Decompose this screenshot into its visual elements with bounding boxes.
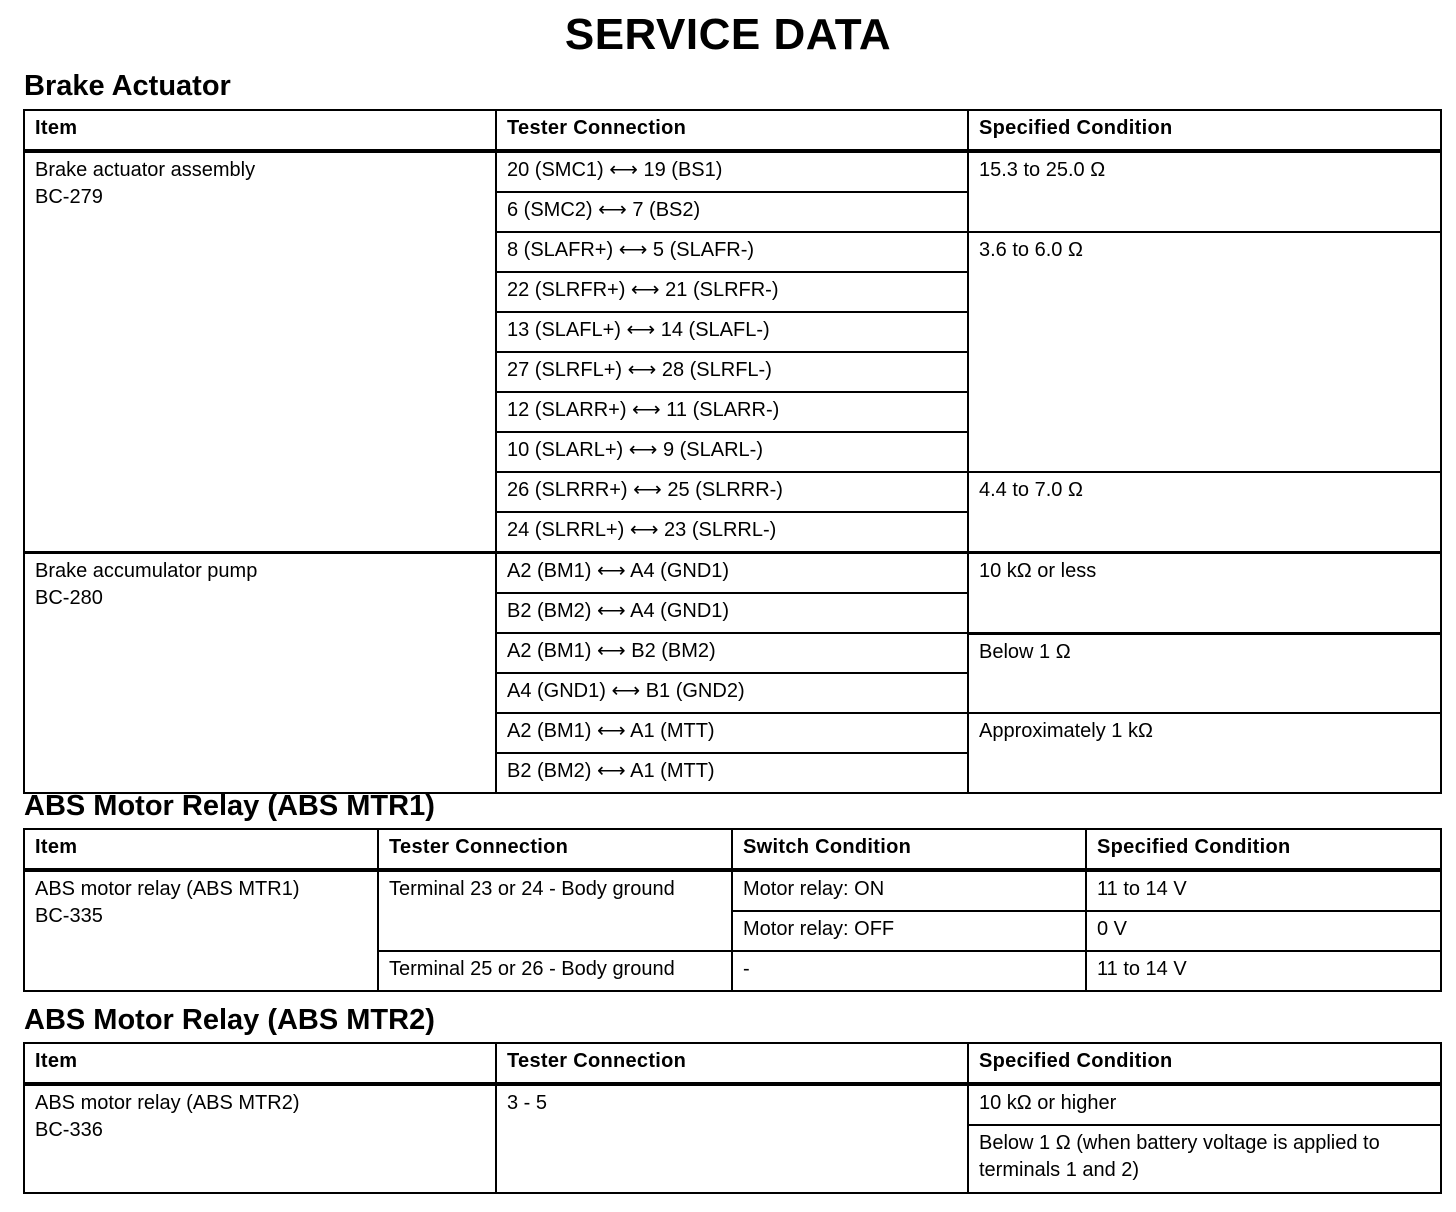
item-name: ABS motor relay (ABS MTR2) bbox=[35, 1092, 300, 1114]
table-row bbox=[24, 870, 1441, 911]
item-ref: BC-280 bbox=[35, 587, 103, 609]
brake-actuator-table bbox=[23, 109, 1442, 794]
table-row bbox=[24, 553, 1441, 594]
column-header: Item bbox=[24, 110, 496, 151]
connection-cell: 8 (SLAFR+) ⟷ 5 (SLAFR-) bbox=[496, 232, 968, 272]
connection-cell: 26 (SLRRR+) ⟷ 25 (SLRRR-) bbox=[496, 472, 968, 512]
connection-cell: A4 (GND1) ⟷ B1 (GND2) bbox=[496, 673, 968, 713]
table-header-row bbox=[24, 829, 1441, 870]
item-ref: BC-335 bbox=[35, 905, 103, 927]
connection-cell: A2 (BM1) ⟷ A4 (GND1) bbox=[496, 553, 968, 594]
connection-cell: 27 (SLRFL+) ⟷ 28 (SLRFL-) bbox=[496, 352, 968, 392]
abs-mtr2-table bbox=[23, 1042, 1442, 1194]
connection-cell: 13 (SLAFL+) ⟷ 14 (SLAFL-) bbox=[496, 312, 968, 352]
column-header: Item bbox=[24, 1043, 496, 1084]
item-cell bbox=[24, 553, 496, 794]
connection-cell: A2 (BM1) ⟷ B2 (BM2) bbox=[496, 633, 968, 673]
connection-cell: 10 (SLARL+) ⟷ 9 (SLARL-) bbox=[496, 432, 968, 472]
condition-cell: 11 to 14 V bbox=[1086, 870, 1441, 911]
section-title-brake-actuator: Brake Actuator bbox=[24, 70, 231, 102]
connection-cell: Terminal 23 or 24 - Body ground bbox=[378, 870, 732, 951]
abs-mtr1-table bbox=[23, 828, 1442, 992]
item-cell bbox=[24, 870, 378, 991]
condition-cell: 10 kΩ or less bbox=[968, 553, 1441, 634]
condition-cell: 15.3 to 25.0 Ω bbox=[968, 151, 1441, 232]
item-cell bbox=[24, 1084, 496, 1193]
connection-cell: A2 (BM1) ⟷ A1 (MTT) bbox=[496, 713, 968, 753]
item-name: Brake accumulator pump bbox=[35, 560, 258, 582]
connection-cell: B2 (BM2) ⟷ A1 (MTT) bbox=[496, 753, 968, 793]
table-row bbox=[24, 1084, 1441, 1125]
connection-cell: Terminal 25 or 26 - Body ground bbox=[378, 951, 732, 991]
connection-cell: 6 (SMC2) ⟷ 7 (BS2) bbox=[496, 192, 968, 232]
condition-cell: Below 1 Ω (when battery voltage is applied to terminals 1 and 2) bbox=[968, 1125, 1441, 1193]
section-title-abs-mtr1: ABS Motor Relay (ABS MTR1) bbox=[24, 790, 435, 822]
switch-cell: Motor relay: OFF bbox=[732, 911, 1086, 951]
item-name: Brake actuator assembly bbox=[35, 159, 256, 181]
connection-cell: 24 (SLRRL+) ⟷ 23 (SLRRL-) bbox=[496, 512, 968, 553]
connection-cell: B2 (BM2) ⟷ A4 (GND1) bbox=[496, 593, 968, 633]
column-header: Specified Condition bbox=[968, 110, 1441, 151]
condition-cell: 3.6 to 6.0 Ω bbox=[968, 232, 1441, 472]
switch-cell: Motor relay: ON bbox=[732, 870, 1086, 911]
item-ref: BC-336 bbox=[35, 1119, 103, 1141]
table-header-row bbox=[24, 1043, 1441, 1084]
column-header: Specified Condition bbox=[1086, 829, 1441, 870]
condition-cell: Below 1 Ω bbox=[968, 633, 1441, 713]
column-header: Switch Condition bbox=[732, 829, 1086, 870]
table-header-row bbox=[24, 110, 1441, 151]
section-title-abs-mtr2: ABS Motor Relay (ABS MTR2) bbox=[24, 1004, 435, 1036]
item-name: ABS motor relay (ABS MTR1) bbox=[35, 878, 300, 900]
condition-cell: 11 to 14 V bbox=[1086, 951, 1441, 991]
connection-cell: 20 (SMC1) ⟷ 19 (BS1) bbox=[496, 151, 968, 192]
column-header: Tester Connection bbox=[496, 110, 968, 151]
column-header: Specified Condition bbox=[968, 1043, 1441, 1084]
condition-cell: 10 kΩ or higher bbox=[968, 1084, 1441, 1125]
page-title: SERVICE DATA bbox=[564, 10, 892, 59]
condition-cell: 4.4 to 7.0 Ω bbox=[968, 472, 1441, 553]
item-ref: BC-279 bbox=[35, 186, 103, 208]
table-row bbox=[24, 151, 1441, 192]
column-header: Item bbox=[24, 829, 378, 870]
switch-cell: - bbox=[732, 951, 1086, 991]
connection-cell: 22 (SLRFR+) ⟷ 21 (SLRFR-) bbox=[496, 272, 968, 312]
connection-cell: 3 - 5 bbox=[496, 1084, 968, 1193]
column-header: Tester Connection bbox=[496, 1043, 968, 1084]
column-header: Tester Connection bbox=[378, 829, 732, 870]
connection-cell: 12 (SLARR+) ⟷ 11 (SLARR-) bbox=[496, 392, 968, 432]
condition-cell: 0 V bbox=[1086, 911, 1441, 951]
condition-cell: Approximately 1 kΩ bbox=[968, 713, 1441, 793]
item-cell bbox=[24, 151, 496, 553]
